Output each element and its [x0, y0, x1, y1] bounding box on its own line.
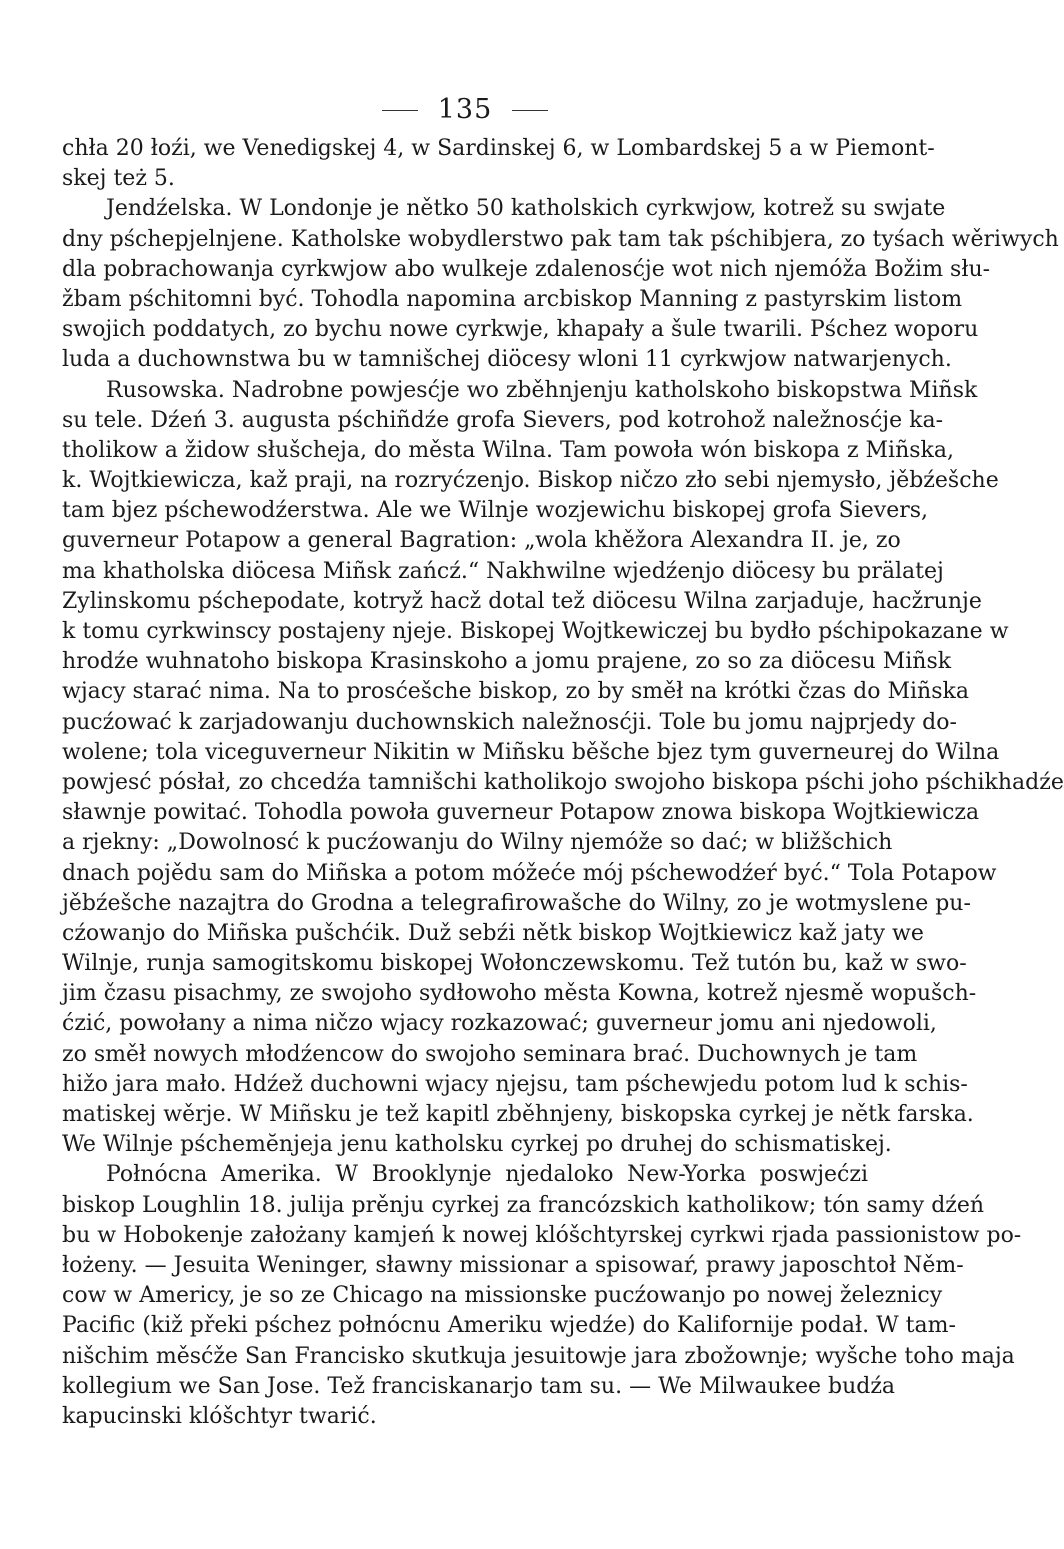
text-line: sławnje powitać. Tohodla powoła guverneur Potapow znowa biskopa Wojtkiewicza	[62, 800, 980, 826]
text-line: wolene; tola viceguverneur Nikitin w Miñsku běšche bjez tym guverneurej do Wilna	[62, 739, 1000, 765]
text-line: žbam pśchitomni być. Tohodla napomina arcbiskop Manning z pastyrskim listom	[62, 286, 963, 312]
text-line: chła 20 łoźi, we Venedigskej 4, w Sardinskej 6, w Lombardskej 5 a w Piemont-	[62, 136, 935, 161]
text-line: swojich poddatych, zo bychu nowe cyrkwje, khapały a šule twarili. Pśchez woporu	[62, 317, 979, 343]
header-rule-right	[512, 110, 548, 111]
text-line: pucźować k zarjadowanju duchownskich naležnosćji. Tole bu jomu najprjedy do-	[62, 709, 957, 735]
text-line: jim čzasu pisachmy, ze swojoho sydłowoho města Kowna, kotrež njesmě wopušch-	[62, 981, 977, 1007]
body-text	[62, 134, 1064, 1432]
text-line: łożeny. — Jesuita Weninger, sławny missionar a spisowaŕ, prawy japoschtoł Něm-	[62, 1252, 964, 1278]
text-line: cźowanjo do Miñska pušchćik. Duž sebźi nětk biskop Wojtkiewicz kaž jaty we	[62, 920, 924, 946]
text-line: powjesć pósłał, zo chcedźa tamnišchi katholikojo swojoho biskopa pśchi joho pśchikhadźe	[62, 769, 1064, 795]
text-line: hižo jara mało. Hdźež duchowni wjacy njejsu, tam pśchewjedu potom lud k schis-	[62, 1071, 968, 1097]
text-line: Zylinskomu pśchepodate, kotryž hacž dotal tež diöcesu Wilna zarjaduje, hacžrunje	[62, 588, 982, 614]
text-line: Połnócna Amerika. W Brooklynje njedaloko New-Yorka poswjećzi	[106, 1162, 868, 1188]
text-line: su tele. Dźeń 3. augusta pśchiñdźe grofa Sievers, pod kotrohož naležnosćje ka-	[62, 407, 943, 433]
text-line: Rusowska. Nadrobne powjesćje wo zběhnjenju katholskoho biskopstwa Miñsk	[106, 377, 978, 403]
text-line: dnach pojědu sam do Miñska a potom móžeće mój pśchewodźeŕ być.“ Tola Potapow	[62, 860, 997, 886]
text-line: wjacy starać nima. Na to prosćešche biskop, zo by směł na krótki čzas do Miñska	[62, 679, 969, 705]
page-number: 135	[437, 94, 493, 125]
text-line: tam bjez pśchewodźerstwa. Ale we Wilnje wozjewichu biskopej grofa Sievers,	[62, 498, 929, 524]
text-line: k. Wojtkiewicza, kaž praji, na rozryćzenjo. Biskop ničzo zło sebi njemysło, jěbźešche	[62, 468, 999, 494]
text-line: We Wilnje pśchemĕnjeja jenu katholsku cyrkej po druhej do schismatiskej.	[62, 1132, 892, 1158]
text-line: dla pobrachowanja cyrkwjow abo wulkeje zdalenosćje wot nich njemóža Božim słu-	[62, 256, 991, 282]
text-line: Jendźelska. W Londonje je nětko 50 katholskich cyrkwjow, kotrež su swjate	[106, 196, 946, 222]
text-line: kollegium we San Jose. Tež franciskanarjo tam su. — We Milwaukee budźa	[62, 1373, 896, 1399]
text-line: ma khatholska diöcesa Miñsk zańcź.“ Nakhwilne wjedźenjo diöcesy bu prälatej	[62, 558, 944, 584]
text-line: Wilnje, runja samogitskomu biskopej Wołonczewskomu. Tež tutón bu, kaž w swo-	[62, 951, 967, 977]
text-line: zo směł nowych młodźencow do swojoho seminara brać. Duchownych je tam	[62, 1041, 918, 1067]
book-page	[62, 88, 1064, 1432]
text-line: hrodźe wuhnatoho biskopa Krasinskoho a jomu prajene, zo so za diöcesu Miñsk	[62, 649, 952, 675]
text-line: a rjekny: „Dowolnosć k pucźowanju do Wilny njemóže so dać; w bližšchich	[62, 830, 893, 856]
text-line: ćzić, powołany a nima ničzo wjacy rozkazować; guverneur jomu ani njedowoli,	[62, 1011, 937, 1037]
header-rule-left	[382, 110, 418, 111]
text-line: bu w Hobokenje założany kamjeń k nowej klóšchtyrskej cyrkwi rjada passionistow po-	[62, 1222, 1022, 1248]
text-line: jěbźešche nazajtra do Grodna a telegrafirowašche do Wilny, zo je wotmyslene pu-	[62, 890, 971, 916]
text-line: Pacific (kiž překi pśchez połnócnu Ameriku wjedźe) do Kalifornije podał. W tam-	[62, 1313, 956, 1339]
text-line: kapucinski klóšchtyr twarić.	[62, 1403, 377, 1429]
text-line: guverneur Potapow a general Bagration: „wola khěžora Alexandra II. je, zo	[62, 528, 901, 554]
text-line: cow w Americy, je so ze Chicago na missionske pucźowanjo po nowej železnicy	[62, 1283, 943, 1309]
text-line: nišchim měsćže San Francisko skutkuja jesuitowje jara zbožownje; wyšche toho maja	[62, 1343, 1015, 1369]
text-line: dny pśchepjelnjene. Katholske wobydlerstwo pak tam tak pśchibjera, zo tyśach wěriwych	[62, 226, 1059, 252]
text-line: matiskej wěrje. W Miñsku je tež kapitl zběhnjeny, biskopska cyrkej je nětk farska.	[62, 1102, 974, 1127]
text-line: skej też 5.	[62, 166, 175, 192]
text-line: biskop Loughlin 18. julija prěnju cyrkej za francózskich katholikow; tón samy dźeń	[62, 1192, 985, 1218]
text-line: k tomu cyrkwinscy postajeny njeje. Biskopej Wojtkewiczej bu bydło pśchipokazane w	[62, 619, 1009, 644]
page-header	[62, 88, 868, 132]
text-line: tholikow a židow słušcheja, do města Wilna. Tam powoła wón biskopa z Miñska,	[62, 437, 954, 463]
text-line: luda a duchownstwa bu w tamnišchej diöcesy wloni 11 cyrkwjow natwarjenych.	[62, 347, 952, 373]
